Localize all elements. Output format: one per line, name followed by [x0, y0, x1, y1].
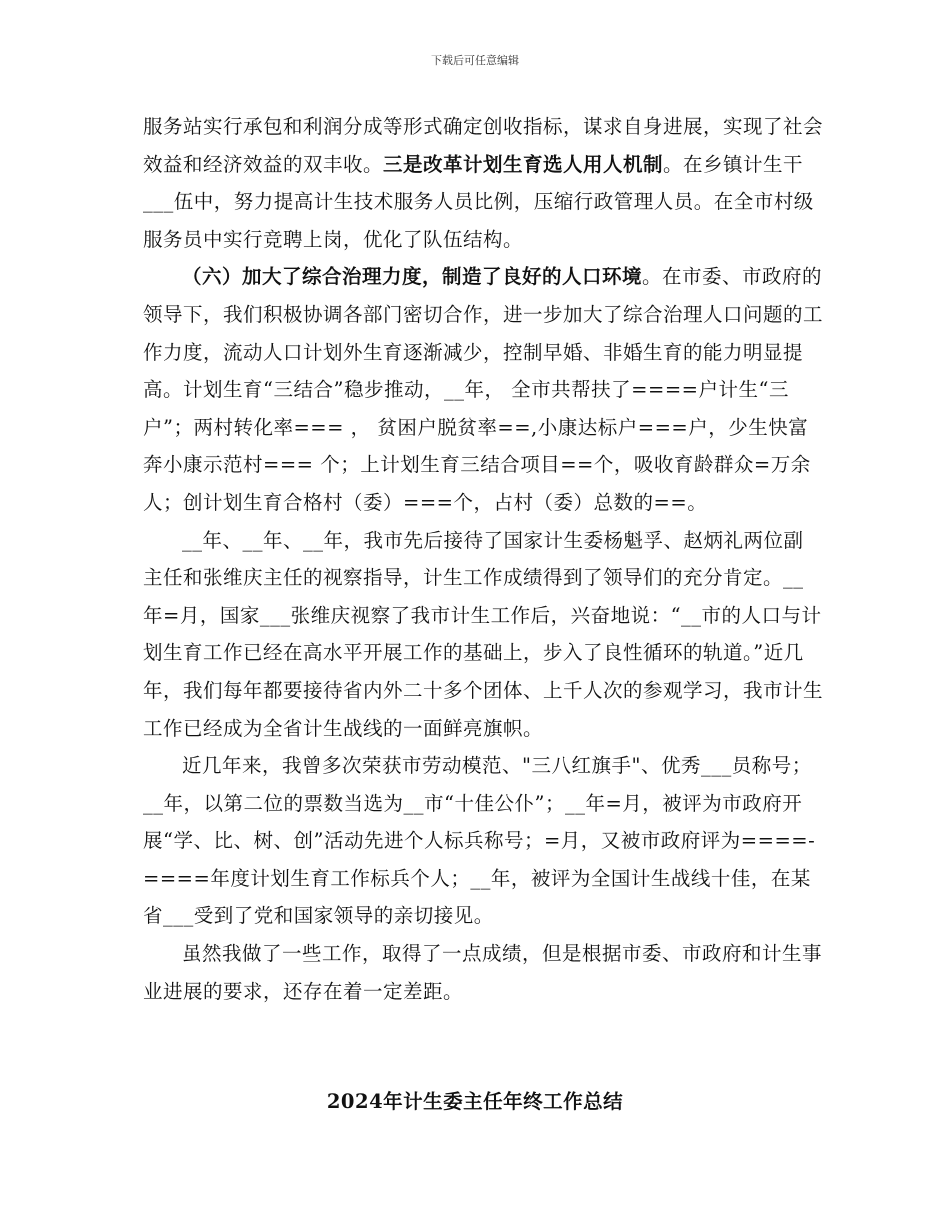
paragraph-5 [143, 935, 823, 1010]
paragraph-2 [143, 258, 823, 521]
header-note: 下载后可任意编辑 [431, 54, 519, 67]
paragraph-4 [143, 747, 823, 935]
document-title: 2024年计生委主任年终工作总结 [326, 1090, 624, 1113]
paragraph-3 [143, 522, 823, 748]
paragraph-2-bold-heading: （六）加大了综合治理力度，制造了良好的人口环境 [182, 265, 643, 289]
paragraph-4-text: 近几年来，我曾多次荣获市劳动模范、"三八红旗手"、优秀___员称号；__年，以第二位的票数当选为__市“十佳公仆”；__年=月，被评为市政府开展“学、比、树、创”活动先进个人标兵称号；=月，又被市政府评为====-====年度计划生育工作标兵个人；__年，被评为全国计生战线十佳，在某省___受到了党和国家领导的亲切接见。 [143, 754, 816, 928]
document-body [143, 108, 823, 1010]
paragraph-3-text: __年、__年、__年，我市先后接待了国家计生委杨魁孚、赵炳礼两位副主任和张维庆主任的视察指导，计生工作成绩得到了领导们的充分肯定。__年=月，国家___张维庆视察了我市计生工作后，兴奋地说：“__市的人口与计划生育工作已经在高水平开展工作的基础上，步入了良性循环的轨道。”近几年，我们每年都要接待省内外二十多个团体、上千人次的参观学习，我市计生工作已经成为全省计生战线的一面鲜亮旗帜。 [143, 528, 824, 740]
paragraph-1-text-b: 。在乡镇计生干___伍中，努力提高计生技术服务人员比例，压缩行政管理人员。在全市村级服务员中实行竞聘上岗，优化了队伍结构。 [143, 152, 814, 251]
paragraph-1-text-a: 服务站实行承包和利润分成等形式确定创收指标，谋求自身进展，实现了社会效益和经济效益的双丰收。 [143, 115, 824, 176]
paragraph-1-bold-heading: 三是改革计划生育选人用人机制 [383, 152, 664, 176]
paragraph-5-text: 虽然我做了一些工作，取得了一点成绩，但是根据市委、市政府和计生事业进展的要求，还存在着一定差距。 [143, 942, 823, 1003]
paragraph-1 [143, 108, 823, 258]
paragraph-2-text: 。在市委、市政府的领导下，我们积极协调各部门密切合作，进一步加大了综合治理人口问题的工作力度，流动人口计划外生育逐渐减少，控制早婚、非婚生育的能力明显提高。计划生育“三结合”稳步推动，__年， 全市共帮扶了====户计生“三户”；两村转化率=== ， 贫困户脱贫率==,小康达标户===户，少生快富奔小康示范村=== 个；上计划生育三结合项目==个，吸收育龄群众=万余人；创计划生育合格村（委）===个，占村（委）总数的==。 [143, 265, 824, 514]
